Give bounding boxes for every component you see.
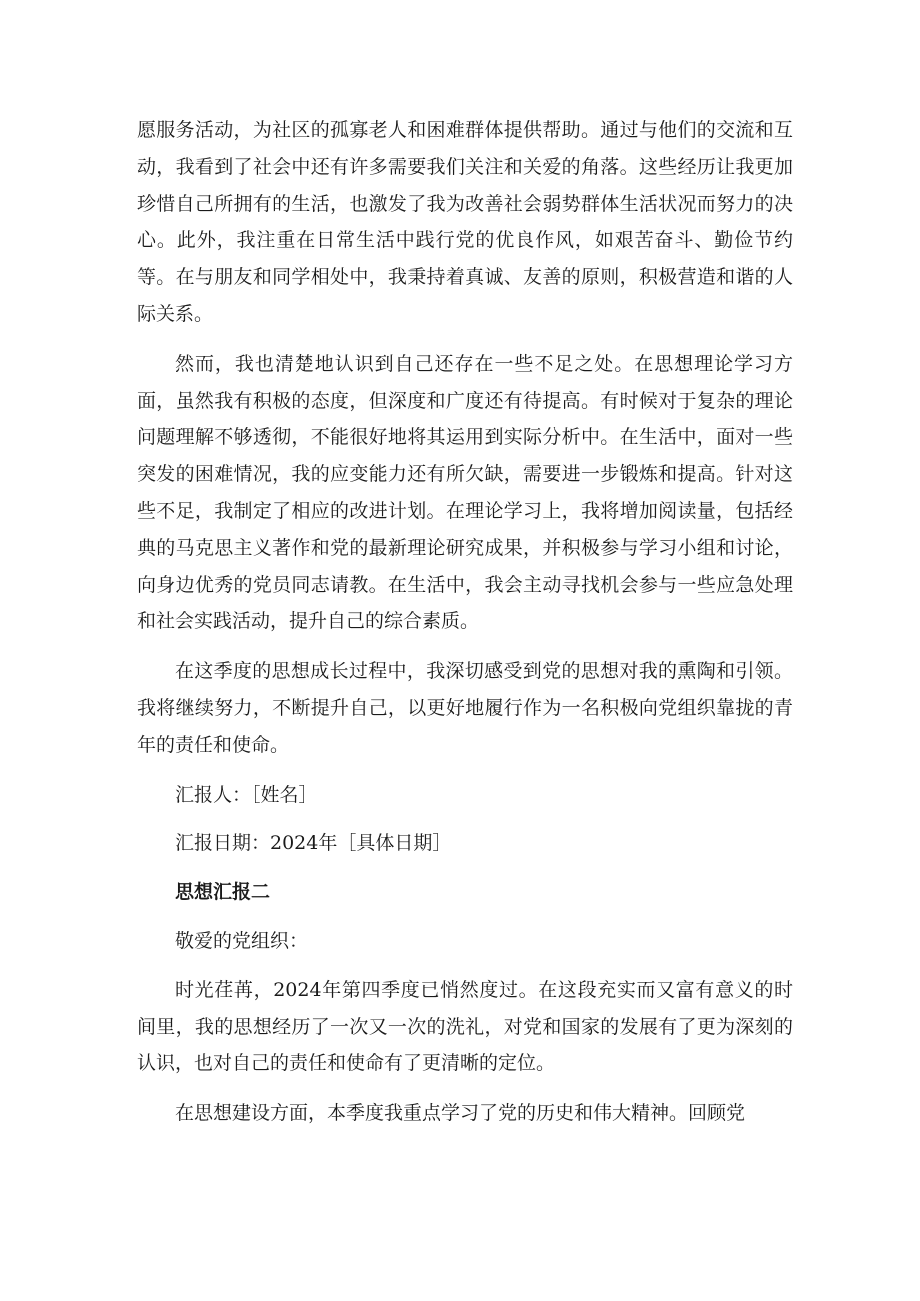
paragraph-ideology: 在思想建设方面，本季度我重点学习了党的历史和伟大精神。回顾党 (175, 1102, 746, 1125)
section-heading: 思想汇报二 (175, 881, 271, 904)
paragraph-conclusion: 在这季度的思想成长过程中，我深切感受到党的思想对我的熏陶和引领。我将继续努力，不断提升自己，以更好地履行作为一名积极向党组织靠拢的青年的责任和使命。 (137, 660, 793, 756)
paragraph-continued: 愿服务活动，为社区的孤寡老人和困难群体提供帮助。通过与他们的交流和互动，我看到了社会中还有许多需要我们关注和关爱的角落。这些经历让我更加珍惜自己所拥有的生活，也激发了我为改善社会弱势群体生活状况而努力的决心。此外，我注重在日常生活中践行党的优良作风，如艰苦奋斗、勤俭节约等。在与朋友和同学相处中，我秉持着真诚、友善的原则，积极营造和谐的人际关系。 (137, 119, 793, 325)
paragraph-opening: 时光荏苒，2024年第四季度已悄然度过。在这段充实而又富有意义的时间里，我的思想经历了一次又一次的洗礼，对党和国家的发展有了更为深刻的认识，也对自己的责任和使命有了更清晰的定位。 (137, 978, 793, 1075)
salutation: 敬爱的党组织： (175, 929, 309, 952)
document-page (137, 112, 793, 1145)
paragraph-shortcomings: 然而，我也清楚地认识到自己还存在一些不足之处。在思想理论学习方面，虽然我有积极的态度，但深度和广度还有待提高。有时候对于复杂的理论问题理解不够透彻，不能很好地将其运用到实际分析中。在生活中，面对一些突发的困难情况，我的应变能力还有所欠缺，需要进一步锻炼和提高。针对这些不足，我制定了相应的改进计划。在理论学习上，我将增加阅读量，包括经典的马克思主义著作和党的最新理论研究成果，并积极参与学习小组和讨论，向身边优秀的党员同志请教。在生活中，我会主动寻找机会参与一些应急处理和社会实践活动，提升自己的综合素质。 (137, 352, 793, 633)
reporter-line: 汇报人：［姓名］ (175, 783, 318, 806)
report-date-line: 汇报日期：2024年［具体日期］ (175, 832, 452, 855)
